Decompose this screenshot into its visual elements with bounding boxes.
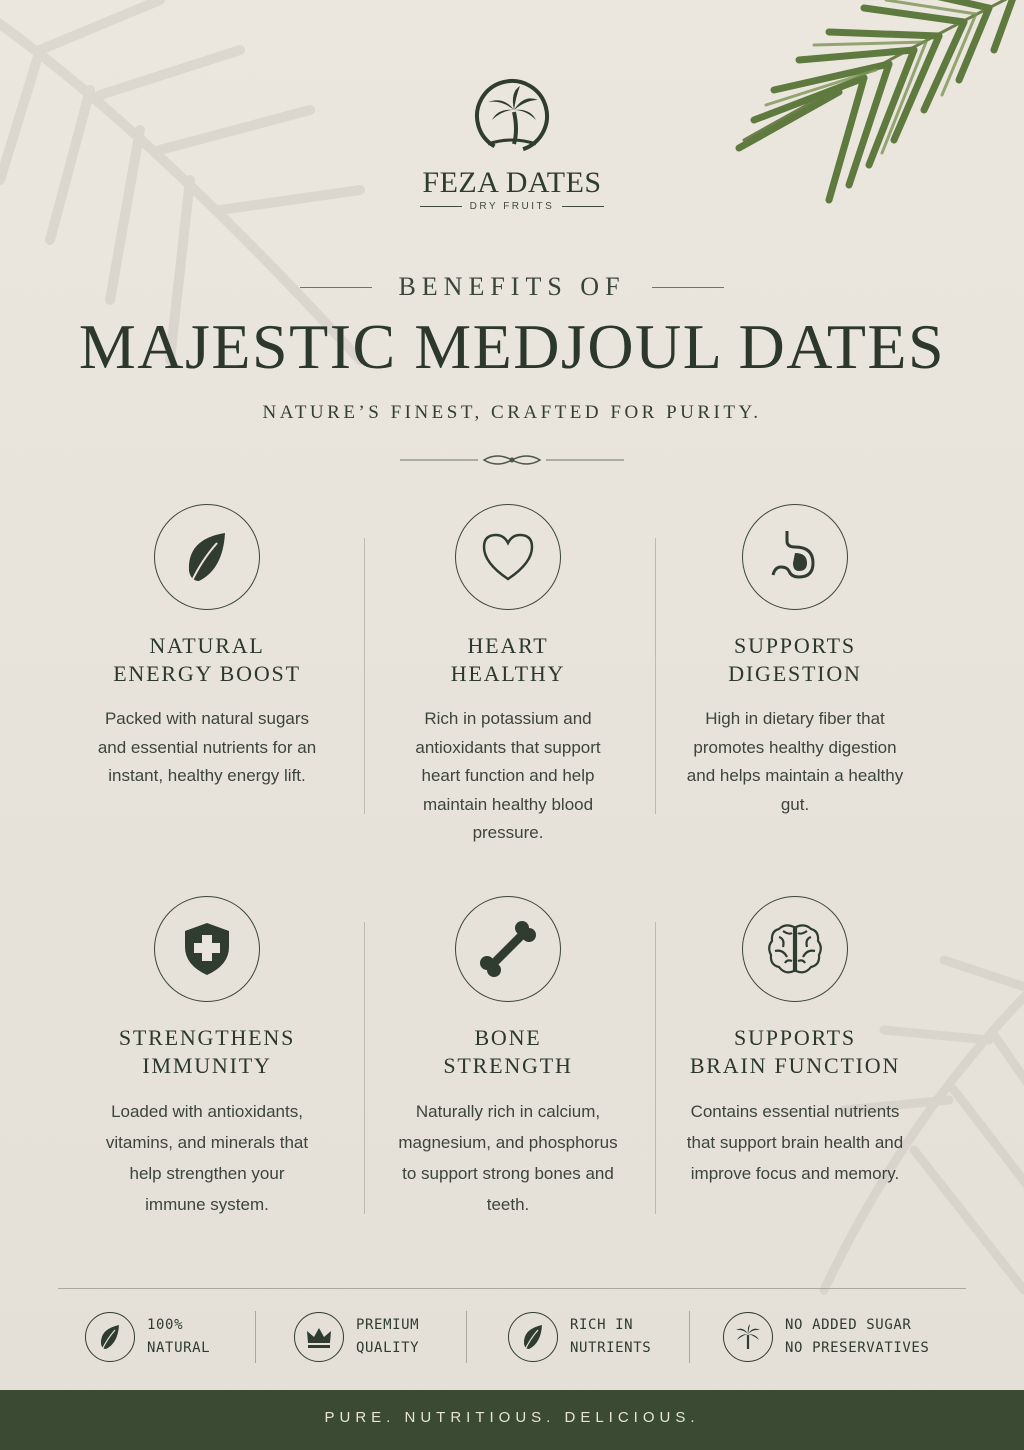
ornament-divider	[400, 450, 624, 470]
feature-icon-ring	[294, 1312, 344, 1362]
divider	[300, 287, 372, 288]
crown-icon	[305, 1323, 333, 1351]
leaf-icon	[519, 1323, 547, 1351]
benefit-digestion	[655, 504, 935, 819]
brand-logo	[0, 78, 1024, 212]
benefit-title: STRENGTHENS IMMUNITY	[118, 1025, 296, 1078]
benefit-icon-ring	[742, 896, 848, 1002]
benefit-description: Naturally rich in calcium, magnesium, and phosphorus to support strong bones and teeth.	[398, 1102, 618, 1214]
feature-no-added-sugar	[723, 1311, 929, 1363]
feature-icon-ring	[508, 1312, 558, 1362]
tagline: NATURE’S FINEST, CRAFTED FOR PURITY.	[262, 402, 762, 423]
benefit-icon-ring	[455, 504, 561, 610]
benefit-bone-strength	[368, 896, 648, 1220]
brand-name: FEZA DATES	[422, 166, 602, 199]
benefit-heart-healthy	[368, 504, 648, 848]
feature-label: NO ADDED SUGAR NO PRESERVATIVES	[785, 1317, 930, 1356]
brand-subtitle	[0, 201, 1024, 212]
stomach-icon	[765, 527, 825, 587]
palm-tree-icon	[734, 1323, 762, 1351]
feature-icon-ring	[85, 1312, 135, 1362]
benefit-description: Loaded with antioxidants, vitamins, and minerals that help strengthen your immune system.	[105, 1102, 309, 1214]
leaf-icon	[177, 527, 237, 587]
divider	[420, 206, 462, 207]
feature-label: RICH IN NUTRIENTS	[570, 1317, 652, 1356]
feature-label: PREMIUM QUALITY	[356, 1317, 420, 1356]
feature-label: 100% NATURAL	[147, 1317, 211, 1356]
benefit-icon-ring	[154, 504, 260, 610]
benefit-description: Contains essential nutrients that support brain health and improve focus and memory.	[686, 1102, 904, 1183]
leaf-icon	[96, 1323, 124, 1351]
column-divider	[655, 538, 656, 814]
divider	[58, 1288, 966, 1289]
eyebrow-text: BENEFITS OF	[398, 272, 626, 301]
brand-sub-label: DRY FRUITS	[469, 201, 555, 212]
divider	[652, 287, 724, 288]
benefit-title: SUPPORTS BRAIN FUNCTION	[689, 1025, 901, 1078]
bone-icon	[478, 919, 538, 979]
feature-divider	[255, 1311, 256, 1363]
heading-eyebrow	[0, 272, 1024, 302]
feature-divider	[689, 1311, 690, 1363]
palm-tree-icon	[474, 78, 550, 154]
benefit-brain-function	[655, 896, 935, 1189]
column-divider	[364, 922, 365, 1214]
benefit-title: HEART HEALTHY	[450, 633, 566, 686]
page-title: MAJESTIC MEDJOUL DATES	[78, 311, 946, 382]
benefit-natural-energy	[67, 504, 347, 791]
divider	[562, 206, 604, 207]
feature-divider	[466, 1311, 467, 1363]
benefit-icon-ring	[455, 896, 561, 1002]
benefit-title: BONE STRENGTH	[443, 1025, 573, 1078]
feature-natural	[85, 1311, 210, 1363]
feature-premium-quality	[294, 1311, 419, 1363]
benefit-title: SUPPORTS DIGESTION	[728, 633, 862, 686]
brain-icon	[765, 919, 825, 979]
footer-band	[0, 1390, 1024, 1450]
heart-icon	[478, 527, 538, 587]
benefit-title: NATURAL ENERGY BOOST	[113, 633, 301, 686]
column-divider	[655, 922, 656, 1214]
footer-slogan: PURE. NUTRITIOUS. DELICIOUS.	[324, 1409, 700, 1426]
shield-plus-icon	[177, 919, 237, 979]
benefit-description: High in dietary fiber that promotes healthy digestion and helps maintain a healthy gut.	[686, 709, 904, 814]
feature-icon-ring	[723, 1312, 773, 1362]
benefit-icon-ring	[154, 896, 260, 1002]
benefit-immunity	[67, 896, 347, 1220]
column-divider	[364, 538, 365, 814]
benefit-icon-ring	[742, 504, 848, 610]
benefit-description: Packed with natural sugars and essential nutrients for an instant, healthy energy lift.	[97, 709, 317, 786]
benefit-description: Rich in potassium and antioxidants that support heart function and help maintain healthy blood pressure.	[415, 709, 601, 843]
feature-rich-nutrients	[508, 1311, 651, 1363]
